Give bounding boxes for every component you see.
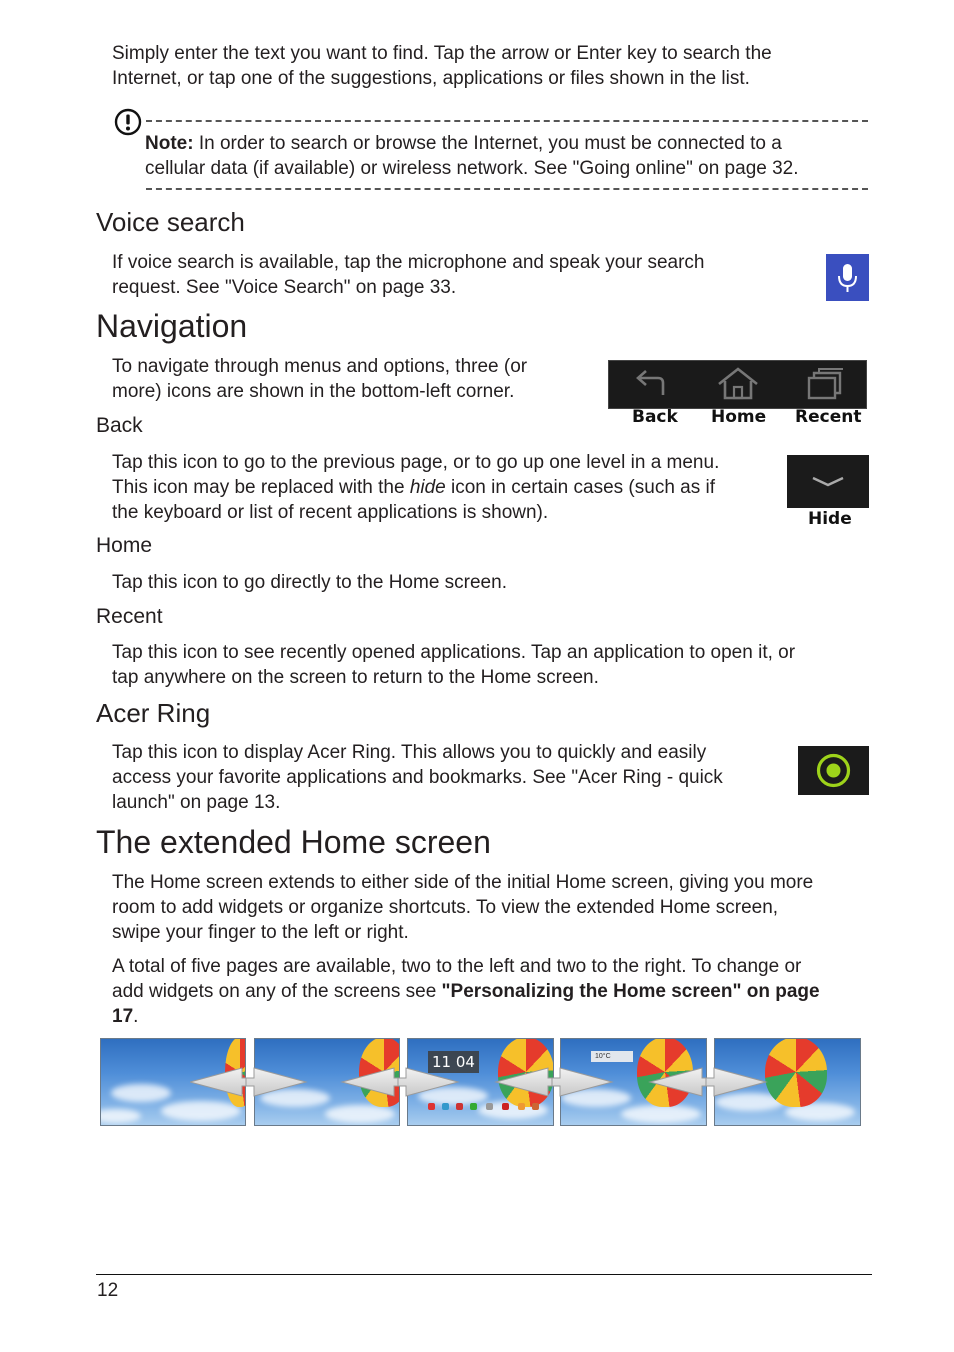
- navigation-bar-image: [608, 360, 867, 409]
- section-heading-acer-ring: Acer Ring: [96, 698, 211, 728]
- section-heading-voice-search: Voice search: [96, 207, 245, 237]
- voice-line: request. See "Voice Search" on page 33.: [112, 277, 457, 298]
- note-top-divider: [146, 120, 868, 122]
- note-text: [145, 131, 885, 181]
- navigation-paragraph: [112, 354, 592, 404]
- swipe-arrows: [190, 1066, 770, 1098]
- acer-ring-paragraph: [112, 740, 792, 815]
- back-text: icon in certain cases (such as if: [445, 477, 716, 498]
- voice-line: If voice search is available, tap the microphone and speak your search: [112, 252, 705, 273]
- acer-ring-line: launch" on page 13.: [112, 792, 281, 813]
- microphone-icon: [826, 254, 869, 301]
- back-italic: hide: [409, 477, 446, 498]
- note-line: In order to search or browse the Internet, you must be connected to a: [193, 133, 782, 154]
- arrow-right-icon: [552, 1068, 612, 1096]
- navigation-line: To navigate through menus and options, three (or: [112, 356, 528, 377]
- weather-temp: 10°C: [595, 1053, 611, 1060]
- home-paragraph: Tap this icon to go directly to the Home screen.: [112, 572, 507, 593]
- extended-paragraph-1: [112, 870, 892, 945]
- recent-line: tap anywhere on the screen to return to the Home screen.: [112, 667, 599, 688]
- nav-label-back: Back: [632, 407, 678, 427]
- extended-text: add widgets on any of the screens see: [112, 981, 442, 1002]
- voice-search-paragraph: [112, 250, 802, 300]
- acer-ring-line: access your favorite applications and bookmarks. See "Acer Ring - quick: [112, 767, 723, 788]
- hide-icon: [787, 455, 869, 508]
- navigation-line: more) icons are shown in the bottom-left corner.: [112, 381, 515, 402]
- section-heading-back: Back: [96, 414, 143, 437]
- acer-ring-icon: [798, 746, 869, 795]
- section-heading-navigation: Navigation: [96, 308, 248, 344]
- extended-line: room to add widgets or organize shortcuts. To view the extended Home screen,: [112, 897, 779, 918]
- section-heading-recent: Recent: [96, 605, 163, 628]
- note-bottom-divider: [146, 188, 868, 190]
- section-heading-home: Home: [96, 534, 153, 557]
- recent-paragraph: [112, 640, 892, 690]
- extended-link-text: 17: [112, 1006, 134, 1027]
- arrow-right-icon: [398, 1068, 458, 1096]
- extended-link-text: "Personalizing the Home screen" on page: [441, 981, 820, 1002]
- back-line: the keyboard or list of recent applications is shown).: [112, 502, 549, 523]
- extended-line: A total of five pages are available, two to the left and two to the right. To change or: [112, 956, 802, 977]
- note-line: cellular data (if available) or wireless network. See "Going online" on page 32.: [145, 158, 799, 179]
- extended-line: [112, 979, 892, 1004]
- clock-hours: 11: [432, 1053, 452, 1071]
- back-paragraph: [112, 450, 782, 525]
- home-icon: [715, 365, 761, 403]
- arrow-right-icon: [246, 1068, 306, 1096]
- extended-line: The Home screen extends to either side of the initial Home screen, giving you more: [112, 872, 814, 893]
- extended-line: [112, 1004, 892, 1029]
- recent-apps-icon: [805, 367, 845, 401]
- intro-line: Internet, or tap one of the suggestions, applications or files shown in the list.: [112, 68, 750, 89]
- intro-line: Simply enter the text you want to find. Tap the arrow or Enter key to search the: [112, 43, 772, 64]
- hide-label: Hide: [808, 509, 852, 529]
- nav-label-home: Home: [711, 407, 767, 427]
- extended-paragraph-2: [112, 954, 892, 1029]
- intro-paragraph: [112, 41, 892, 91]
- exclamation-circle-icon: [114, 108, 142, 136]
- section-heading-extended-home: The extended Home screen: [96, 824, 491, 860]
- page-number: 12: [97, 1280, 119, 1301]
- back-line: [112, 475, 782, 500]
- back-line: Tap this icon to go to the previous page, or to go up one level in a menu.: [112, 452, 720, 473]
- back-icon: [629, 367, 673, 403]
- nav-label-recent: Recent: [795, 407, 862, 427]
- weather-widget: [591, 1051, 633, 1062]
- acer-ring-line: Tap this icon to display Acer Ring. This allows you to quickly and easily: [112, 742, 707, 763]
- note-label: Note:: [145, 133, 194, 154]
- recent-line: Tap this icon to see recently opened applications. Tap an application to open it, or: [112, 642, 796, 663]
- extended-text: .: [133, 1006, 139, 1027]
- arrow-right-icon: [706, 1068, 766, 1096]
- extended-line: swipe your finger to the left or right.: [112, 922, 409, 943]
- footer-rule: [96, 1274, 872, 1275]
- clock-minutes: 04: [455, 1053, 475, 1071]
- back-text: This icon may be replaced with the: [112, 477, 410, 498]
